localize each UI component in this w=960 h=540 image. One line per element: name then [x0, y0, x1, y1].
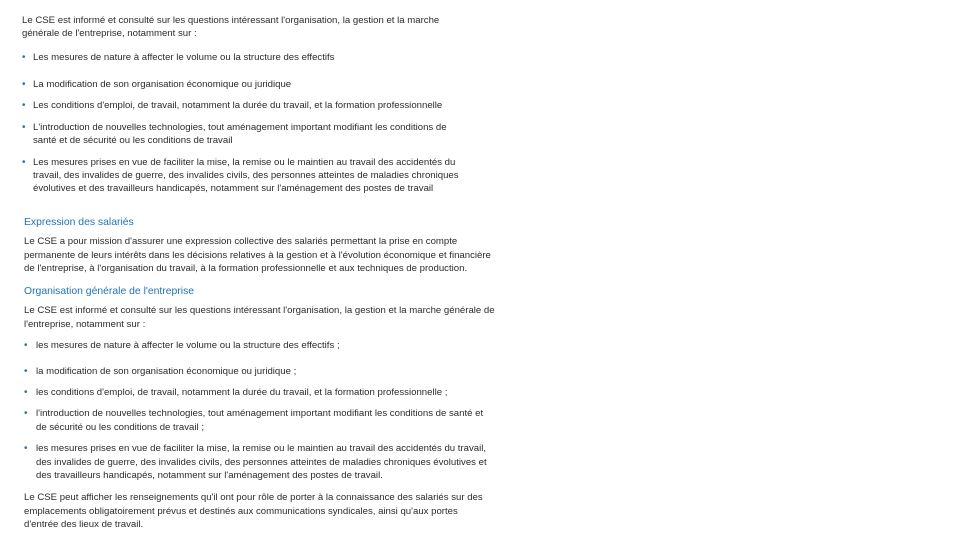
- list-item: • les mesures de nature à affecter le volume ou la structure des effectifs ;: [24, 340, 340, 351]
- bullet-icon: •: [24, 387, 28, 398]
- bullet-icon: •: [24, 340, 28, 351]
- list-item: • Les mesures prises en vue de faciliter la mise, la remise ou le maintien au travail des accidentés du travail, des invalides de guerre, des invalides civils, des personnes atteintes de maladies chroniques évolutives et des travailleurs handicapés, notamment sur l'aménagement des postes de travail: [22, 157, 459, 194]
- display-paragraph: Le CSE peut afficher les renseignements qu'il ont pour rôle de porter à la connaissance des salariés sur des emplacements obligatoirement prévus et destinés aux communications syndicales, ainsi qu'aux portes d'entrée des lieux de travail.: [24, 492, 483, 530]
- bullet-icon: •: [24, 443, 28, 454]
- list-item: • la modification de son organisation économique ou juridique ;: [24, 366, 297, 377]
- bullet-icon: •: [22, 52, 26, 63]
- bullet-icon: •: [22, 79, 26, 90]
- list-item: • Les conditions d'emploi, de travail, notamment la durée du travail, et la formation professionnelle: [22, 100, 443, 111]
- bullet-icon: •: [24, 408, 28, 419]
- section-heading-expression: Expression des salariés: [24, 217, 134, 228]
- first-excerpt-intro: Le CSE est informé et consulté sur les questions intéressant l'organisation, la gestion et la marche générale de l'entreprise, notamment sur :: [22, 15, 440, 39]
- list-item: • l'introduction de nouvelles technologies, tout aménagement important modifiant les conditions de santé et de sécurité ou les conditions de travail ;: [24, 408, 484, 433]
- section-heading-organisation: Organisation générale de l'entreprise: [24, 286, 195, 297]
- list-item: • les conditions d'emploi, de travail, notamment la durée du travail, et la formation professionnelle ;: [24, 387, 448, 398]
- bullet-icon: •: [22, 122, 26, 133]
- bullet-icon: •: [24, 366, 28, 377]
- list-item: • Les mesures de nature à affecter le volume ou la structure des effectifs: [22, 52, 335, 63]
- bullet-icon: •: [22, 100, 26, 111]
- organisation-intro: Le CSE est informé et consulté sur les questions intéressant l'organisation, la gestion et la marche générale de l'entreprise, notamment sur :: [24, 305, 495, 330]
- list-item: • les mesures prises en vue de faciliter la mise, la remise ou le maintien au travail des accidentés du travail, des invalides de guerre, des invalides civils, des personnes atteintes de maladies chroniques évolutives et des travailleurs handicapés, notamment sur l'aménagement des postes de travail.: [24, 443, 487, 481]
- list-item: • La modification de son organisation économique ou juridique: [22, 79, 292, 90]
- expression-paragraph: Le CSE a pour mission d'assurer une expression collective des salariés permettant la prise en compte permanente de leurs intérêts dans les décisions relatives à la gestion et à l'évolution économique et financière de l'entreprise, à l'organisation du travail, à la formation professionnelle et aux techniques de production.: [24, 236, 491, 274]
- bullet-icon: •: [22, 157, 26, 168]
- list-item: • L'introduction de nouvelles technologies, tout aménagement important modifiant les conditions de santé et de sécurité ou les conditions de travail: [22, 122, 447, 146]
